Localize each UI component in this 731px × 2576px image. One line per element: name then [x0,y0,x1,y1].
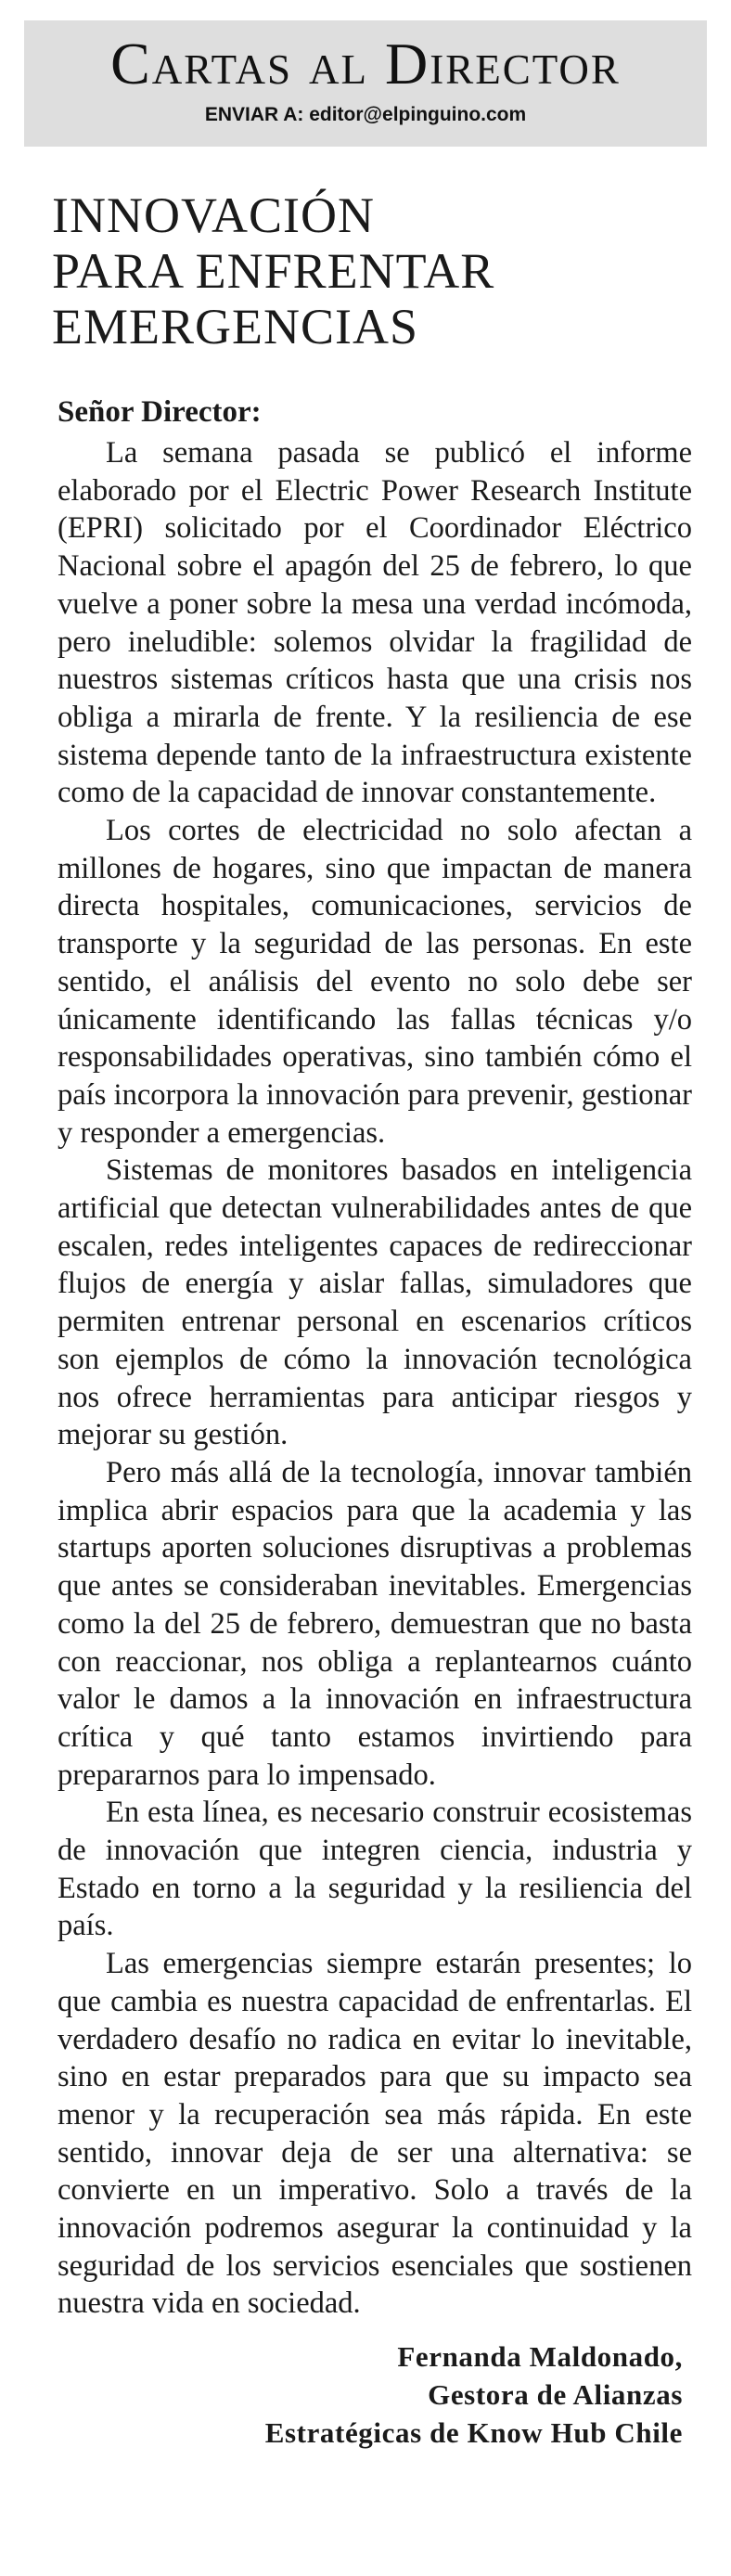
paragraph-2: Los cortes de electricidad no solo afectan a millones de hogares, sino que impactan de manera directa hospitales, comunicaciones, servicios de transporte y la seguridad de las personas. En este sentido, el análisis del evento no solo debe ser únicamente identificando las fallas técnicas y/o responsabilidades operativas, sino también cómo el país incorpora la innovación para prevenir, gestionar y responder a emergencias. [58,814,692,1150]
contact-line: ENVIAR A: editor@elpinguino.com [204,104,527,125]
letter-body [58,434,692,2323]
section-title: Cartas al Director [110,31,621,97]
signature-organization: Estratégicas de Know Hub Chile [264,2416,683,2450]
paragraph-6: Las emergencias siempre estarán presentes; lo que cambia es nuestra capacidad de enfrentarlas. El verdadero desafío no radica en evitar lo inevitable, sino en estar preparados para que su impacto sea menor y la recuperación sea más rápida. En este sentido, innovar deja de ser una alternativa: se convierte en un imperativo. Solo a través de la innovación podremos asegurar la continuidad y la seguridad de los servicios esenciales que sostienen nuestra vida en sociedad. [58,1947,692,2321]
signature-role: Gestora de Alianzas [428,2378,683,2412]
headline-line-3: EMERGENCIAS [52,299,419,354]
paragraph-5: En esta línea, es necesario construir ecosistemas de innovación que integren ciencia, industria y Estado en torno a la seguridad y la resiliencia del país. [58,1796,692,1943]
paragraph-1: La semana pasada se publicó el informe elaborado por el Electric Power Research Institute (EPRI) solicitado por el Coordinador Eléctrico Nacional sobre el apagón del 25 de febrero, lo que vuelve a poner sobre la mesa una verdad incómoda, pero ineludible: solemos olvidar la fragilidad de nuestros sistemas críticos hasta que una crisis nos obliga a mirarla de frente. Y la resiliencia de ese sistema depende tanto de la infraestructura existente como de la capacidad de innovar constantemente. [58,436,692,810]
letter-headline [52,187,707,354]
paragraph-3: Sistemas de monitores basados en inteligencia artificial que detectan vulnerabilidades antes de que escalen, redes inteligentes capaces de redireccionar flujos de energía y aislar fallas, simuladores que permiten entrenar personal en escenarios críticos son ejemplos de cómo la innovación tecnológica nos ofrece herramientas para anticipar riesgos y mejorar su gestión. [58,1153,692,1452]
headline-line-2: PARA ENFRENTAR [52,243,495,299]
paragraph-4: Pero más allá de la tecnología, innovar también implica abrir espacios para que la academia y las startups aporten soluciones disruptivas a problemas que antes se consideraban inevitables. Emergencias como la del 25 de febrero, demuestran que no basta con reaccionar, nos obliga a replantearnos cuánto valor le damos a la innovación en infraestructura crítica y qué tanto estamos invirtiendo para prepararnos para lo impensado. [58,1455,692,1792]
section-masthead [24,20,707,147]
signature [24,2338,683,2452]
signature-name: Fernanda Maldonado, [397,2340,683,2374]
salutation: Señor Director: [58,395,262,429]
headline-line-1: INNOVACIÓN [52,187,376,243]
